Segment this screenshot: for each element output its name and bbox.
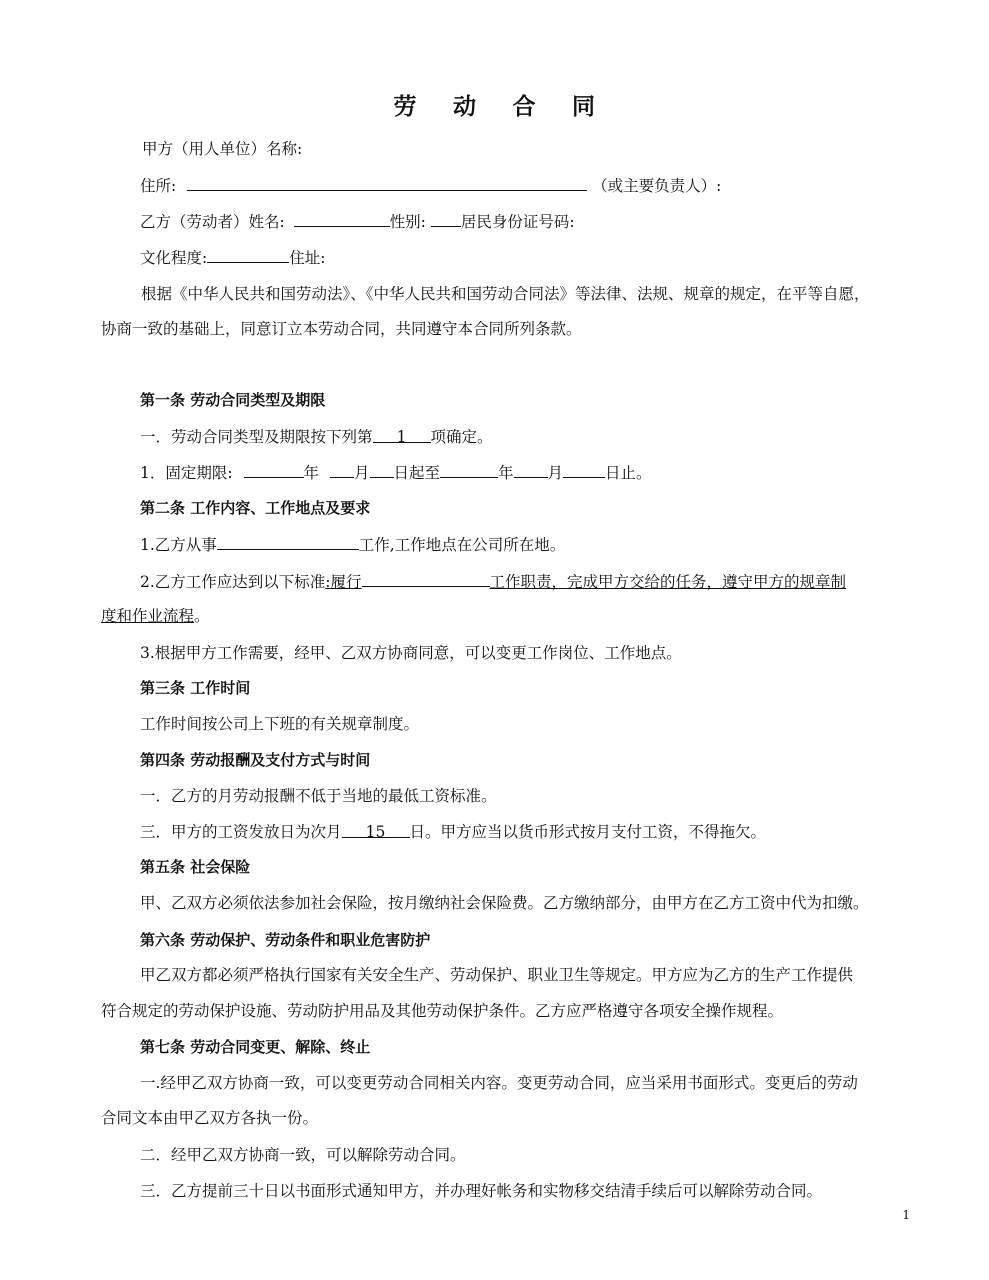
month-label: 月 xyxy=(353,464,370,482)
article-6-heading: 第六条 劳动保护、劳动条件和职业危害防护 xyxy=(140,931,431,949)
article-1-heading: 第一条 劳动合同类型及期限 xyxy=(140,391,326,409)
payday-label: 三．甲方的工资发放日为次月 xyxy=(140,823,342,841)
article-3-item-1: 工作时间按公司上下班的有关规章制度。 xyxy=(140,715,420,733)
start-month-blank[interactable] xyxy=(330,461,354,478)
payday-value[interactable]: 15 xyxy=(342,821,410,838)
address-suffix: （或主要负责人）: xyxy=(592,177,722,195)
document-title xyxy=(0,88,989,121)
title-char: 同 xyxy=(572,93,596,120)
job-blank[interactable] xyxy=(217,533,359,550)
address-label: 住所: xyxy=(140,177,177,195)
article-1-item-1-suffix: 项确定。 xyxy=(430,428,493,446)
job-label: 1.乙方从事 xyxy=(140,536,217,554)
year-label: 年 xyxy=(498,464,514,482)
standard-label: 2.乙方工作应达到以下标准 xyxy=(140,573,326,591)
article-7-item-3: 三．乙方提前三十日以书面形式通知甲方，并办理好帐务和实物移交结清手续后可以解除劳动合同。 xyxy=(140,1182,823,1200)
end-month-blank[interactable] xyxy=(514,461,548,478)
preamble-line-2: 协商一致的基础上，同意订立本劳动合同，共同遵守本合同所列条款。 xyxy=(101,320,582,338)
preamble-line-1: 根据《中华人民共和国劳动法》、《中华人民共和国劳动合同法》等法律、法规、规章的规定，在平等自愿， xyxy=(141,285,870,303)
fixed-term-label: 1．固定期限: xyxy=(140,464,233,482)
article-2-heading: 第二条 工作内容、工作地点及要求 xyxy=(140,499,371,517)
article-1-item-2 xyxy=(140,461,652,484)
article-6-item-1-line-1: 甲乙双方都必须严格执行国家有关安全生产、劳动保护、职业卫生等规定。甲方应为乙方的生产工作提供 xyxy=(140,966,854,984)
job-suffix: 工作,工作地点在公司所在地。 xyxy=(358,536,566,554)
address-line xyxy=(140,174,721,197)
article-7-heading: 第七条 劳动合同变更、解除、终止 xyxy=(140,1038,371,1056)
party-a-label: 甲方（用人单位）名称: xyxy=(142,140,303,158)
title-char: 劳 xyxy=(393,93,417,120)
from-label: 日起至 xyxy=(393,464,441,482)
party-b-name-label: 乙方（劳动者）姓名: xyxy=(140,213,285,231)
page-number: 1 xyxy=(902,1208,910,1222)
residence-label: 住址: xyxy=(289,249,326,267)
article-4-item-2 xyxy=(140,821,766,843)
article-5-item-1: 甲、乙双方必须依法参加社会保险，按月缴纳社会保险费。乙方缴纳部分，由甲方在乙方工资中代为扣缴。 xyxy=(140,894,869,912)
end-label: 日止。 xyxy=(605,464,652,482)
article-3-heading: 第三条 工作时间 xyxy=(140,679,251,697)
education-blank[interactable] xyxy=(207,246,289,263)
article-2-item-3: 3.根据甲方工作需要，经甲、乙双方协商同意，可以变更工作岗位、工作地点。 xyxy=(140,644,682,662)
title-char: 动 xyxy=(453,93,477,120)
article-2-item-2-cont xyxy=(101,605,210,627)
end-day-blank[interactable] xyxy=(563,461,605,478)
article-7-item-1-line-2: 合同文本由甲乙双方各执一份。 xyxy=(101,1109,319,1127)
standard-text-2: 工作职责，完成甲方交给的任务，遵守甲方的规章制 xyxy=(489,573,847,591)
article-7-item-1-line-1: 一.经甲乙双方协商一致，可以变更劳动合同相关内容。变更劳动合同，应当采用书面形式。变更后的劳动 xyxy=(140,1074,858,1092)
education-line xyxy=(140,246,325,269)
article-4-heading: 第四条 劳动报酬及支付方式与时间 xyxy=(140,751,371,769)
address-blank[interactable] xyxy=(187,174,587,191)
article-2-item-2 xyxy=(140,570,846,593)
article-1-item-1 xyxy=(140,426,493,448)
gender-label: 性别: xyxy=(389,213,426,231)
education-label: 文化程度: xyxy=(140,249,208,267)
article-5-heading: 第五条 社会保险 xyxy=(140,858,251,876)
standard-text-1: :履行 xyxy=(325,573,362,591)
article-2-item-1 xyxy=(140,533,565,556)
title-char: 合 xyxy=(512,93,536,120)
year-label: 年 xyxy=(303,464,320,482)
month-label: 月 xyxy=(547,464,564,482)
standard-end: 。 xyxy=(194,607,210,625)
standard-text-3: 度和作业流程 xyxy=(101,607,195,625)
start-day-blank[interactable] xyxy=(370,461,394,478)
article-1-item-1-prefix: 一．劳动合同类型及期限按下列第 xyxy=(140,428,373,446)
payday-suffix: 日。甲方应当以货币形式按月支付工资，不得拖欠。 xyxy=(409,823,767,841)
standard-blank[interactable] xyxy=(362,570,490,587)
party-b-line xyxy=(140,210,575,233)
party-b-name-blank[interactable] xyxy=(294,210,390,227)
end-year-blank[interactable] xyxy=(440,461,498,478)
gender-blank[interactable] xyxy=(431,210,461,227)
article-7-item-2: 二．经甲乙双方协商一致，可以解除劳动合同。 xyxy=(140,1146,466,1164)
start-year-blank[interactable] xyxy=(244,461,304,478)
contract-type-value[interactable]: 1 xyxy=(373,426,431,443)
id-number-label: 居民身份证号码: xyxy=(460,213,575,231)
article-4-item-1: 一．乙方的月劳动报酬不低于当地的最低工资标准。 xyxy=(140,787,497,805)
party-a-line xyxy=(142,138,302,160)
article-6-item-1-line-2: 符合规定的劳动保护设施、劳动防护用品及其他劳动保护条件。乙方应严格遵守各项安全操作规程。 xyxy=(101,1002,784,1020)
